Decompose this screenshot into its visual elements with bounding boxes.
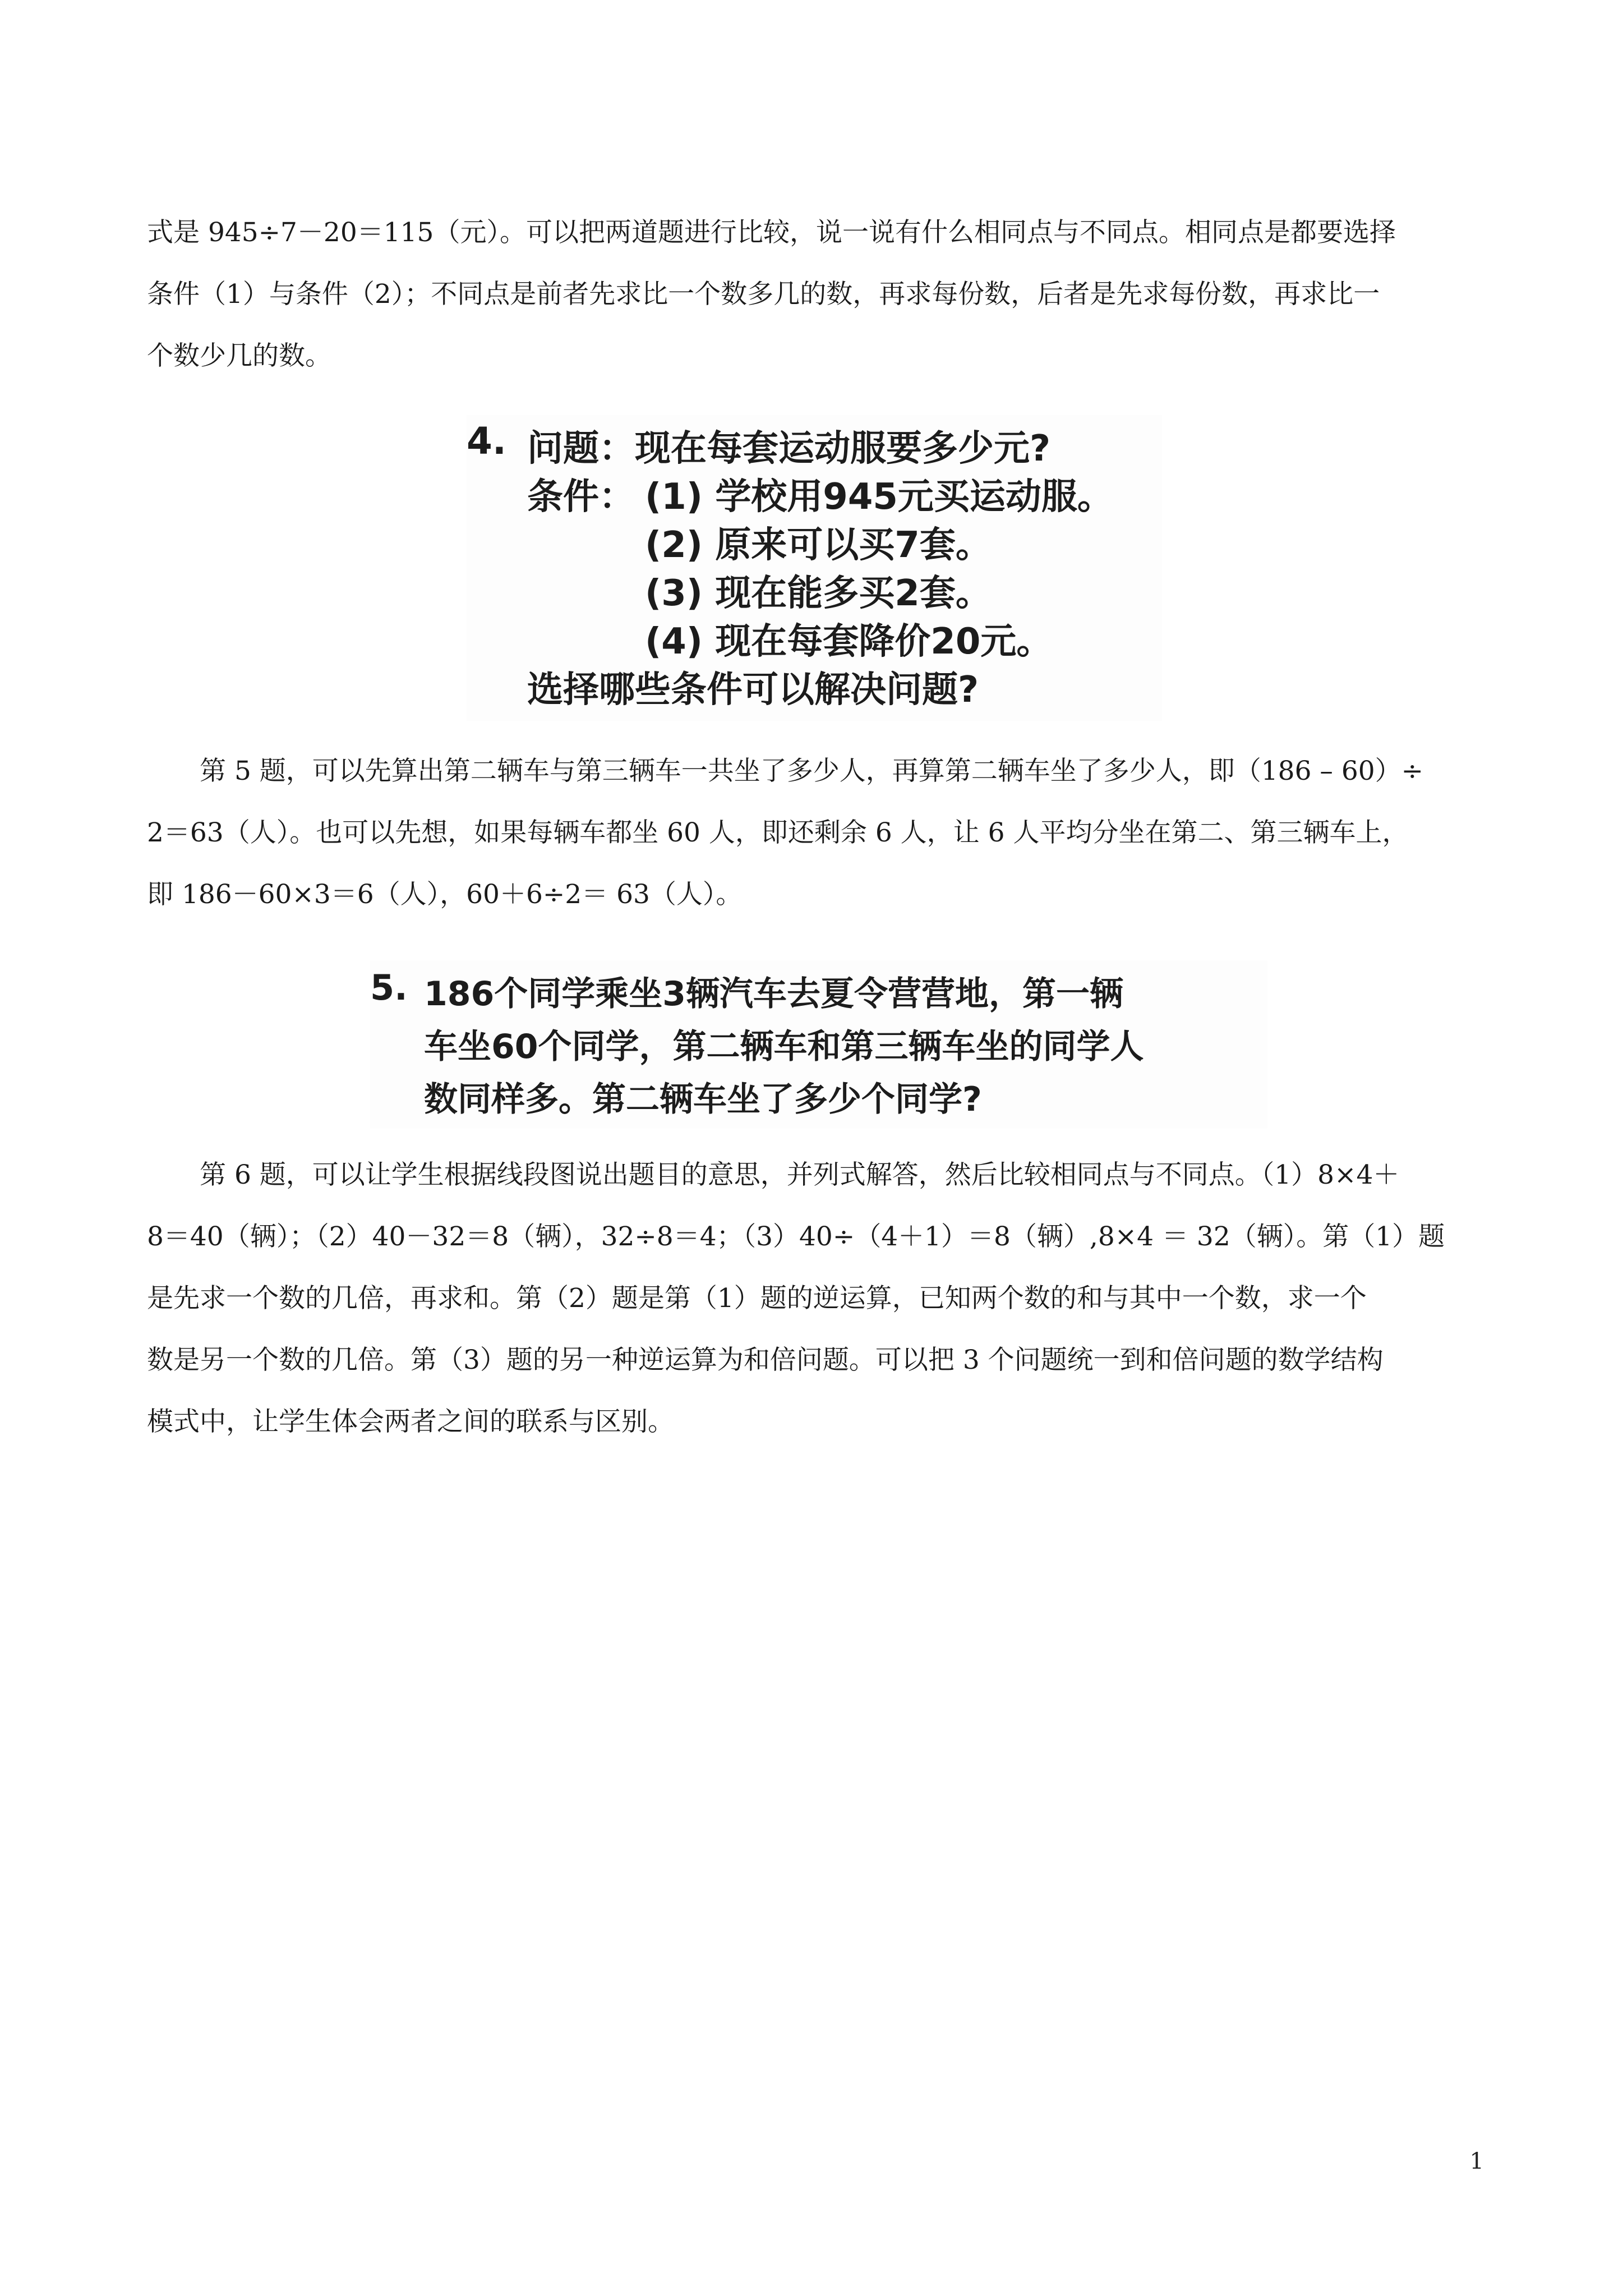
problem-4-prompt: 选择哪些条件可以解决问题?: [527, 669, 979, 711]
problem-5-line: 车坐60个同学，第二辆车和第三辆车坐的同学人: [424, 1027, 1144, 1066]
paragraph-line: 8＝40（辆）；（2）40－32＝8（辆），32÷8＝4；（3）40÷（4＋1）＝8（辆）,8×4 ＝ 32（辆）。第（1）题: [147, 1221, 1445, 1252]
problem-4-condition-3: (3) 现在能多买2套。: [645, 573, 992, 614]
problem-4-conditions-label: 条件：: [527, 476, 635, 518]
problem-6-paragraph: [147, 1144, 1490, 1453]
problem-5-paragraph: [147, 740, 1490, 926]
problem-4-condition-2: (2) 原来可以买7套。: [645, 524, 992, 566]
paragraph-line: 式是 945÷7－20＝115（元）。可以把两道题进行比较，说一说有什么相同点与不同点。相同点是都要选择: [147, 217, 1396, 248]
paragraph-line: 是先求一个数的几倍，再求和。第（2）题是第（1）题的逆运算，已知两个数的和与其中一个数，求一个: [147, 1283, 1367, 1314]
paragraph-line: 即 186－60×3＝6（人），60＋6÷2＝ 63（人）。: [147, 879, 743, 910]
paragraph-line: 模式中，让学生体会两者之间的联系与区别。: [147, 1406, 674, 1437]
intro-paragraph: [147, 202, 1490, 387]
paragraph-line: 数是另一个数的几倍。第（3）题的另一种逆运算为和倍问题。可以把 3 个问题统一到和倍问题的数学结构: [147, 1345, 1384, 1375]
problem-5-line: 数同样多。第二辆车坐了多少个同学?: [424, 1080, 982, 1119]
problem-4-figure: [467, 415, 1162, 721]
problem-4-number: 4.: [467, 420, 506, 463]
paragraph-line: 2＝63（人）。也可以先想，如果每辆车都坐 60 人，即还剩余 6 人，让 6 人平均分坐在第二、第三辆车上，: [147, 817, 1409, 848]
problem-4-condition-1: (1) 学校用945元买运动服。: [645, 476, 1113, 518]
problem-5-line: 186个同学乘坐3辆汽车去夏令营营地，第一辆: [424, 974, 1123, 1014]
problem-4-question: 问题：现在每套运动服要多少元?: [527, 428, 1051, 470]
problem-4-condition-4: (4) 现在每套降价20元。: [645, 621, 1053, 662]
paragraph-line: 第 6 题，可以让学生根据线段图说出题目的意思，并列式解答，然后比较相同点与不同点。（1）8×4＋: [200, 1159, 1400, 1190]
paragraph-line: 第 5 题，可以先算出第二辆车与第三辆车一共坐了多少人，再算第二辆车坐了多少人，即（186 – 60）÷: [200, 756, 1424, 786]
problem-5-figure: [370, 960, 1267, 1129]
paragraph-line: 条件（1）与条件（2）；不同点是前者先求比一个数多几的数，再求每份数，后者是先求每份数，再求比一: [147, 279, 1380, 310]
problem-5-number: 5.: [370, 967, 408, 1008]
page-number: 1: [1469, 2148, 1484, 2174]
paragraph-line: 个数少几的数。: [147, 341, 331, 371]
